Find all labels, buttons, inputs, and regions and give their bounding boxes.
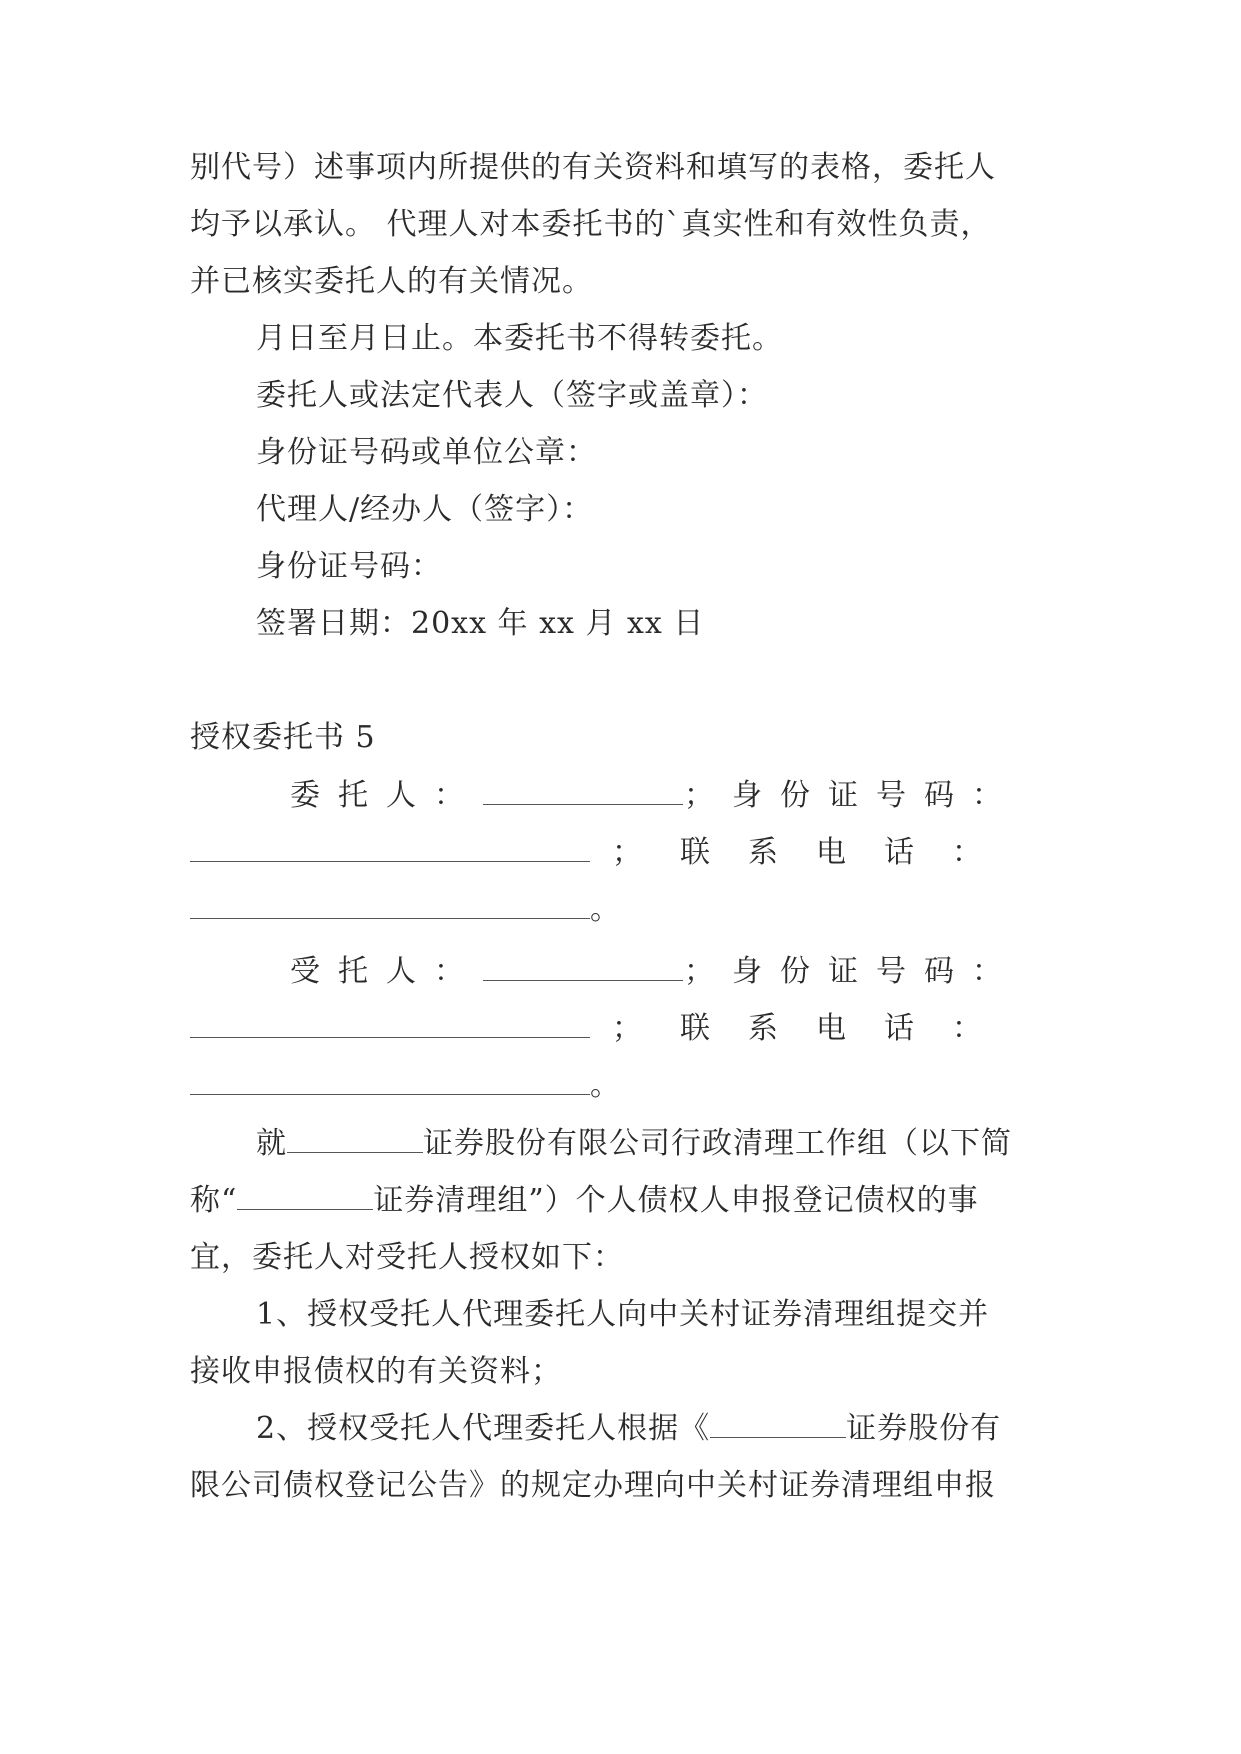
- id-or-seal-label: 身份证号码或单位公章：: [256, 435, 597, 470]
- section-title: 授权委托书 5: [190, 720, 376, 755]
- principal-phone-row: [190, 833, 1020, 873]
- principal-phone-blank: [190, 892, 590, 919]
- item-2-line-1: [256, 1409, 1116, 1449]
- intro-line-1: [256, 1124, 1116, 1164]
- paragraph-line: 并已核实委托人的有关情况。: [190, 264, 593, 299]
- validity-line: 月日至月日止。本委托书不得转委托。: [256, 321, 783, 356]
- intro-text: 证券清理组”）个人债权人申报登记债权的事: [373, 1183, 979, 1218]
- period: 。: [590, 892, 621, 927]
- item-1-line-2: 接收申报债权的有关资料；: [190, 1354, 562, 1389]
- agent-phone-row: [190, 1009, 1020, 1049]
- agent-id-label: ；身份证号码：: [684, 954, 1020, 989]
- principal-name-blank: [483, 778, 683, 805]
- sign-date: 签署日期：20xx 年 xx 月 xx 日: [256, 606, 705, 641]
- id-number-label: 身份证号码：: [256, 549, 442, 584]
- principal-signature-label: 委托人或法定代表人（签字或盖章）：: [256, 378, 768, 413]
- principal-phone-row-end: [190, 890, 1050, 930]
- company-blank: [237, 1183, 373, 1210]
- company-blank: [287, 1126, 423, 1153]
- item-2-line-2: 限公司债权登记公告》的规定办理向中关村证券清理组申报: [190, 1468, 996, 1503]
- intro-text: 就: [256, 1126, 287, 1161]
- item-text: 2、授权受托人代理委托人根据《: [256, 1411, 711, 1446]
- principal-id-blank: [190, 835, 590, 862]
- agent-row: [290, 952, 1020, 992]
- principal-id-label: ；身份证号码：: [684, 778, 1020, 813]
- agent-signature-label: 代理人/经办人（签字）：: [256, 492, 594, 527]
- principal-label: 委托人：: [290, 778, 482, 813]
- paragraph-line: 别代号）述事项内所提供的有关资料和填写的表格，委托人: [190, 150, 996, 185]
- agent-id-blank: [190, 1011, 590, 1038]
- principal-row: [290, 776, 1020, 816]
- intro-line-3: 宜，委托人对受托人授权如下：: [190, 1240, 624, 1275]
- intro-text: 证券股份有限公司行政清理工作组（以下简: [423, 1126, 1012, 1161]
- intro-line-2: [190, 1181, 1050, 1221]
- intro-text: 称“: [190, 1183, 238, 1218]
- agent-phone-label: ；联系电话：: [612, 1011, 1020, 1046]
- company-blank: [710, 1411, 846, 1438]
- item-1-line-1: 1、授权受托人代理委托人向中关村证券清理组提交并: [256, 1297, 990, 1332]
- agent-label: 受托人：: [290, 954, 482, 989]
- item-text: 证券股份有: [846, 1411, 1002, 1446]
- agent-phone-blank: [190, 1068, 590, 1095]
- agent-phone-row-end: [190, 1066, 1050, 1106]
- paragraph-line: 均予以承认。 代理人对本委托书的`真实性和有效性负责，: [190, 207, 992, 242]
- principal-phone-label: ；联系电话：: [612, 835, 1020, 870]
- agent-name-blank: [483, 954, 683, 981]
- period: 。: [590, 1068, 621, 1103]
